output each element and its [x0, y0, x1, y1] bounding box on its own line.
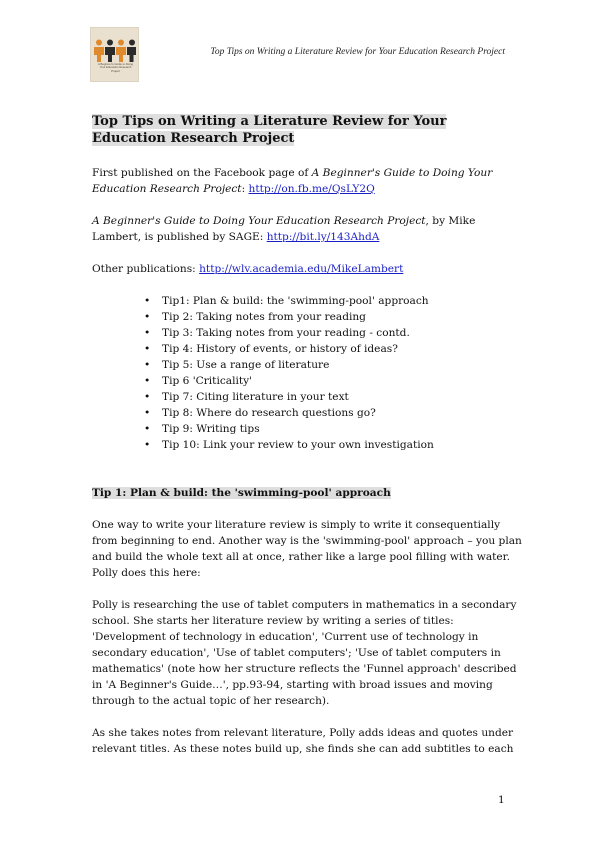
publisher-paragraph — [92, 213, 522, 245]
running-header-title: Top Tips on Writing a Literature Review for Your Education Research Project — [210, 47, 505, 57]
list-item: • Tip 7: Citing literature in your text — [92, 389, 522, 405]
list-item: • Tip 2: Taking notes from your reading — [92, 309, 522, 325]
text-line: Polly does this here: — [92, 567, 201, 579]
page-title-text: Top Tips on Writing a Literature Review for Your Education Research Project — [92, 114, 447, 146]
page-number: 1 — [498, 794, 505, 806]
text-line: secondary education', 'Use of tablet computers'; 'Use of tablet computers in — [92, 647, 501, 659]
logo-text: A Beginner's Guide to Doing Your Education Research Project — [97, 62, 134, 73]
text-line: As she takes notes from relevant literature, Polly adds ideas and quotes under — [92, 727, 514, 739]
list-item: • Tip 6 'Criticality' — [92, 373, 522, 389]
text-line: in 'A Beginner's Guide…', pp.93-94, starting with broad issues and moving — [92, 679, 493, 691]
intro-paragraph — [92, 165, 522, 197]
text-line: mathematics' (note how her structure reflects the 'Funnel approach' described — [92, 663, 517, 675]
section-heading-text: Tip 1: Plan & build: the 'swimming-pool' approach — [92, 487, 391, 499]
list-item: • Tip 9: Writing tips — [92, 421, 522, 437]
other-publications — [92, 261, 522, 277]
list-item: • Tip 10: Link your review to your own investigation — [92, 437, 522, 453]
list-item: • Tip1: Plan & build: the 'swimming-pool' approach — [92, 293, 522, 309]
intro-prefix: First published on the Facebook page of — [92, 167, 312, 179]
paragraph-approach — [92, 517, 522, 581]
list-item: • Tip 5: Use a range of literature — [92, 357, 522, 373]
list-item: • Tip 3: Taking notes from your reading - contd. — [92, 325, 522, 341]
publisher-book-title: A Beginner's Guide to Doing Your Education Research Project — [92, 215, 426, 227]
list-item: • Tip 4: History of events, or history of ideas? — [92, 341, 522, 357]
text-line: and build the whole text all at once, rather like a large pool filling with water. — [92, 551, 510, 563]
text-line: relevant titles. As these notes build up, she finds she can add subtitles to each — [92, 743, 514, 755]
intro-book-title: A Beginner's Guide to Doing Your Education Research Project — [92, 167, 493, 195]
text-line: from beginning to end. Another way is the 'swimming-pool' approach – you plan — [92, 535, 522, 547]
text-line: 'Development of technology in education', 'Current use of technology in — [92, 631, 479, 643]
list-item: • Tip 8: Where do research questions go? — [92, 405, 522, 421]
text-line: One way to write your literature review is simply to write it consequentially — [92, 519, 501, 531]
other-publications-prefix: Other publications: — [92, 263, 200, 275]
document-body — [92, 114, 522, 757]
logo — [90, 27, 139, 82]
people-logo-icon — [93, 39, 137, 63]
page-title — [92, 114, 502, 147]
text-line: Polly is researching the use of tablet computers in mathematics in a secondary — [92, 599, 517, 611]
facebook-link[interactable]: http://on.fb.me/QsLY2Q — [248, 183, 375, 195]
publisher-middle: , by Mike Lambert, is published by SAGE: — [92, 215, 476, 243]
section-heading — [92, 485, 522, 501]
paragraph-polly — [92, 597, 522, 709]
tips-list — [92, 293, 522, 453]
text-line: school. She starts her literature review by writing a series of titles: — [92, 615, 454, 627]
sage-link[interactable]: http://bit.ly/143AhdA — [266, 231, 380, 243]
academia-link[interactable]: http://wlv.academia.edu/MikeLambert — [199, 263, 404, 275]
intro-colon: : — [241, 183, 249, 195]
paragraph-notes — [92, 725, 522, 757]
text-line: through to the actual topic of her research). — [92, 695, 330, 707]
